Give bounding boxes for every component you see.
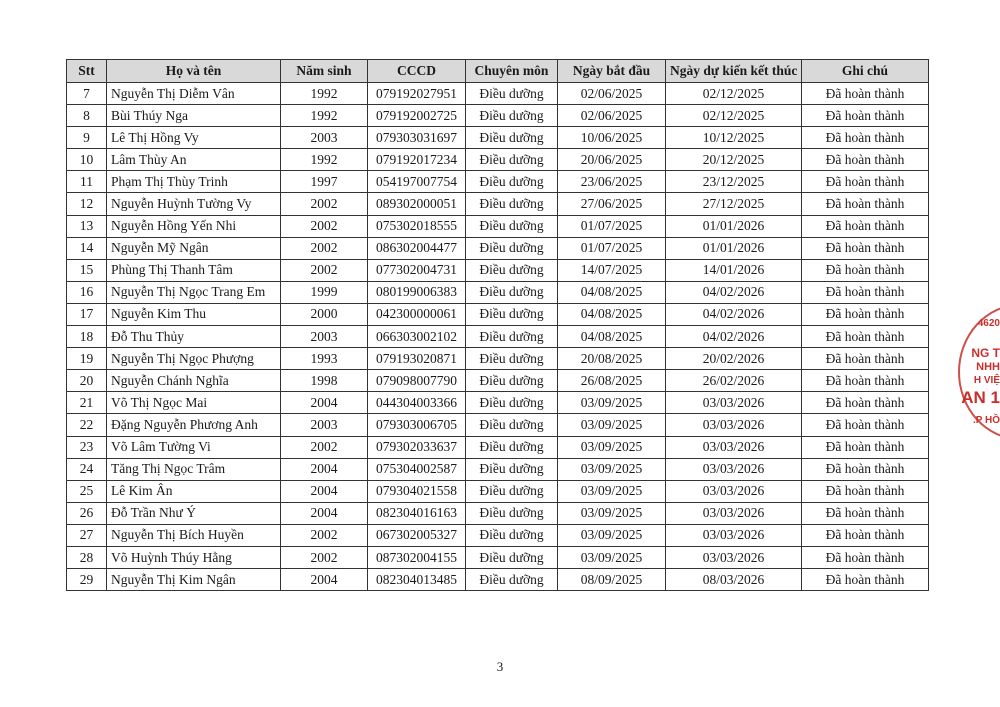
cell-end-date: 26/02/2026 (666, 370, 802, 392)
cell-start-date: 03/09/2025 (558, 524, 666, 546)
cell-id-number: 079192017234 (368, 149, 466, 171)
cell-end-date: 02/12/2025 (666, 83, 802, 105)
header-birth-year: Năm sinh (281, 60, 368, 83)
cell-id-number: 089302000051 (368, 193, 466, 215)
cell-specialty: Điều dưỡng (466, 569, 558, 591)
cell-start-date: 03/09/2025 (558, 392, 666, 414)
cell-end-date: 01/01/2026 (666, 237, 802, 259)
cell-note: Đã hoàn thành (802, 171, 929, 193)
cell-name: Bùi Thúy Nga (107, 105, 281, 127)
cell-start-date: 03/09/2025 (558, 546, 666, 568)
cell-note: Đã hoàn thành (802, 281, 929, 303)
cell-start-date: 04/08/2025 (558, 303, 666, 325)
cell-stt: 8 (67, 105, 107, 127)
cell-note: Đã hoàn thành (802, 303, 929, 325)
cell-birth-year: 1997 (281, 171, 368, 193)
cell-stt: 17 (67, 303, 107, 325)
cell-stt: 18 (67, 326, 107, 348)
cell-birth-year: 2002 (281, 546, 368, 568)
cell-name: Nguyễn Hồng Yến Nhi (107, 215, 281, 237)
cell-start-date: 23/06/2025 (558, 171, 666, 193)
cell-name: Nguyễn Chánh Nghĩa (107, 370, 281, 392)
cell-stt: 14 (67, 237, 107, 259)
cell-birth-year: 2003 (281, 414, 368, 436)
cell-end-date: 03/03/2026 (666, 546, 802, 568)
cell-id-number: 086302004477 (368, 237, 466, 259)
cell-id-number: 079302033637 (368, 436, 466, 458)
cell-name: Võ Thị Ngọc Mai (107, 392, 281, 414)
table-row (67, 215, 929, 237)
table-row (67, 83, 929, 105)
cell-name: Lê Kim Ân (107, 480, 281, 502)
cell-note: Đã hoàn thành (802, 524, 929, 546)
header-start-date: Ngày bắt đầu (558, 60, 666, 83)
cell-end-date: 20/12/2025 (666, 149, 802, 171)
cell-name: Đặng Nguyễn Phương Anh (107, 414, 281, 436)
cell-specialty: Điều dưỡng (466, 237, 558, 259)
cell-end-date: 03/03/2026 (666, 436, 802, 458)
cell-name: Lâm Thùy An (107, 149, 281, 171)
cell-note: Đã hoàn thành (802, 105, 929, 127)
cell-birth-year: 2003 (281, 127, 368, 149)
staff-roster-table (66, 59, 929, 591)
cell-end-date: 03/03/2026 (666, 502, 802, 524)
cell-specialty: Điều dưỡng (466, 193, 558, 215)
header-id-number: CCCD (368, 60, 466, 83)
cell-id-number: 042300000061 (368, 303, 466, 325)
cell-birth-year: 2002 (281, 215, 368, 237)
cell-stt: 28 (67, 546, 107, 568)
cell-stt: 24 (67, 458, 107, 480)
cell-specialty: Điều dưỡng (466, 215, 558, 237)
cell-id-number: 079192027951 (368, 83, 466, 105)
cell-start-date: 03/09/2025 (558, 436, 666, 458)
cell-stt: 26 (67, 502, 107, 524)
cell-stt: 29 (67, 569, 107, 591)
cell-birth-year: 2002 (281, 259, 368, 281)
table-row (67, 105, 929, 127)
cell-note: Đã hoàn thành (802, 259, 929, 281)
cell-birth-year: 2004 (281, 502, 368, 524)
header-end-date: Ngày dự kiến kết thúc (666, 60, 802, 83)
cell-id-number: 079193020871 (368, 348, 466, 370)
cell-birth-year: 2002 (281, 436, 368, 458)
cell-note: Đã hoàn thành (802, 83, 929, 105)
cell-name: Võ Huỳnh Thúy Hằng (107, 546, 281, 568)
cell-birth-year: 2004 (281, 458, 368, 480)
cell-end-date: 23/12/2025 (666, 171, 802, 193)
cell-start-date: 01/07/2025 (558, 237, 666, 259)
cell-specialty: Điều dưỡng (466, 502, 558, 524)
cell-stt: 15 (67, 259, 107, 281)
cell-name: Phạm Thị Thùy Trinh (107, 171, 281, 193)
cell-note: Đã hoàn thành (802, 326, 929, 348)
cell-stt: 19 (67, 348, 107, 370)
cell-note: Đã hoàn thành (802, 392, 929, 414)
table-row (67, 193, 929, 215)
cell-birth-year: 1999 (281, 281, 368, 303)
cell-id-number: 080199006383 (368, 281, 466, 303)
cell-end-date: 04/02/2026 (666, 281, 802, 303)
cell-start-date: 08/09/2025 (558, 569, 666, 591)
cell-id-number: 079304021558 (368, 480, 466, 502)
cell-id-number: 077302004731 (368, 259, 466, 281)
table-row (67, 127, 929, 149)
table-row (67, 370, 929, 392)
cell-name: Nguyễn Kim Thu (107, 303, 281, 325)
cell-birth-year: 1992 (281, 105, 368, 127)
header-stt: Stt (67, 60, 107, 83)
cell-id-number: 082304016163 (368, 502, 466, 524)
cell-stt: 20 (67, 370, 107, 392)
cell-note: Đã hoàn thành (802, 436, 929, 458)
seal-text-1: 4620 (977, 318, 1000, 329)
cell-start-date: 04/08/2025 (558, 281, 666, 303)
cell-name: Phùng Thị Thanh Tâm (107, 259, 281, 281)
cell-specialty: Điều dưỡng (466, 436, 558, 458)
cell-end-date: 10/12/2025 (666, 127, 802, 149)
cell-end-date: 27/12/2025 (666, 193, 802, 215)
cell-start-date: 02/06/2025 (558, 83, 666, 105)
cell-note: Đã hoàn thành (802, 458, 929, 480)
cell-start-date: 01/07/2025 (558, 215, 666, 237)
cell-start-date: 14/07/2025 (558, 259, 666, 281)
cell-start-date: 02/06/2025 (558, 105, 666, 127)
cell-id-number: 087302004155 (368, 546, 466, 568)
cell-name: Nguyễn Thị Bích Huyền (107, 524, 281, 546)
cell-id-number: 075302018555 (368, 215, 466, 237)
red-seal-stamp (950, 300, 1000, 440)
cell-specialty: Điều dưỡng (466, 524, 558, 546)
table-row (67, 436, 929, 458)
cell-specialty: Điều dưỡng (466, 281, 558, 303)
cell-note: Đã hoàn thành (802, 370, 929, 392)
cell-note: Đã hoàn thành (802, 193, 929, 215)
cell-name: Lê Thị Hồng Vy (107, 127, 281, 149)
cell-end-date: 14/01/2026 (666, 259, 802, 281)
cell-id-number: 066303002102 (368, 326, 466, 348)
table-row (67, 281, 929, 303)
cell-stt: 23 (67, 436, 107, 458)
cell-note: Đã hoàn thành (802, 149, 929, 171)
cell-note: Đã hoàn thành (802, 546, 929, 568)
cell-start-date: 04/08/2025 (558, 326, 666, 348)
cell-name: Nguyễn Thị Diễm Vân (107, 83, 281, 105)
cell-end-date: 20/02/2026 (666, 348, 802, 370)
table-row (67, 326, 929, 348)
cell-stt: 13 (67, 215, 107, 237)
seal-text-2: NG T (971, 346, 1000, 360)
table-row (67, 149, 929, 171)
cell-id-number: 082304013485 (368, 569, 466, 591)
cell-id-number: 079303006705 (368, 414, 466, 436)
seal-text-6: .P HỒ (972, 415, 1000, 426)
cell-name: Tăng Thị Ngọc Trâm (107, 458, 281, 480)
cell-stt: 11 (67, 171, 107, 193)
table-row (67, 303, 929, 325)
cell-name: Đỗ Thu Thủy (107, 326, 281, 348)
cell-specialty: Điều dưỡng (466, 303, 558, 325)
cell-specialty: Điều dưỡng (466, 348, 558, 370)
cell-note: Đã hoàn thành (802, 237, 929, 259)
cell-start-date: 03/09/2025 (558, 480, 666, 502)
cell-start-date: 27/06/2025 (558, 193, 666, 215)
seal-text-4: H VIỆ (973, 375, 1000, 386)
cell-start-date: 26/08/2025 (558, 370, 666, 392)
cell-birth-year: 2002 (281, 193, 368, 215)
cell-id-number: 075304002587 (368, 458, 466, 480)
cell-id-number: 079192002725 (368, 105, 466, 127)
table-row (67, 414, 929, 436)
cell-end-date: 03/03/2026 (666, 458, 802, 480)
cell-birth-year: 1998 (281, 370, 368, 392)
cell-start-date: 03/09/2025 (558, 458, 666, 480)
cell-name: Nguyễn Thị Ngọc Trang Em (107, 281, 281, 303)
cell-note: Đã hoàn thành (802, 127, 929, 149)
cell-specialty: Điều dưỡng (466, 259, 558, 281)
cell-birth-year: 2004 (281, 569, 368, 591)
header-name: Họ và tên (107, 60, 281, 83)
cell-id-number: 067302005327 (368, 524, 466, 546)
cell-start-date: 10/06/2025 (558, 127, 666, 149)
cell-birth-year: 2002 (281, 524, 368, 546)
cell-specialty: Điều dưỡng (466, 370, 558, 392)
cell-start-date: 20/08/2025 (558, 348, 666, 370)
cell-birth-year: 2002 (281, 237, 368, 259)
cell-name: Nguyễn Thị Ngọc Phượng (107, 348, 281, 370)
cell-specialty: Điều dưỡng (466, 392, 558, 414)
cell-stt: 16 (67, 281, 107, 303)
cell-birth-year: 2000 (281, 303, 368, 325)
cell-end-date: 02/12/2025 (666, 105, 802, 127)
cell-specialty: Điều dưỡng (466, 480, 558, 502)
page-number: 3 (496, 659, 504, 674)
cell-stt: 21 (67, 392, 107, 414)
cell-birth-year: 1992 (281, 149, 368, 171)
cell-specialty: Điều dưỡng (466, 83, 558, 105)
cell-name: Đỗ Trần Như Ý (107, 502, 281, 524)
cell-stt: 25 (67, 480, 107, 502)
cell-note: Đã hoàn thành (802, 502, 929, 524)
table-row (67, 259, 929, 281)
seal-text-5: AN 1 (961, 388, 1000, 407)
table-row (67, 348, 929, 370)
cell-note: Đã hoàn thành (802, 480, 929, 502)
cell-name: Nguyễn Huỳnh Tường Vy (107, 193, 281, 215)
cell-name: Nguyễn Mỹ Ngân (107, 237, 281, 259)
header-specialty: Chuyên môn (466, 60, 558, 83)
cell-end-date: 03/03/2026 (666, 414, 802, 436)
table-row (67, 458, 929, 480)
cell-end-date: 01/01/2026 (666, 215, 802, 237)
cell-id-number: 044304003366 (368, 392, 466, 414)
cell-id-number: 079303031697 (368, 127, 466, 149)
cell-end-date: 03/03/2026 (666, 524, 802, 546)
cell-note: Đã hoàn thành (802, 348, 929, 370)
cell-start-date: 20/06/2025 (558, 149, 666, 171)
cell-specialty: Điều dưỡng (466, 414, 558, 436)
table-row (67, 392, 929, 414)
table-body (67, 83, 929, 591)
cell-specialty: Điều dưỡng (466, 458, 558, 480)
table-row (67, 524, 929, 546)
cell-birth-year: 1993 (281, 348, 368, 370)
cell-note: Đã hoàn thành (802, 215, 929, 237)
cell-birth-year: 2004 (281, 480, 368, 502)
cell-stt: 10 (67, 149, 107, 171)
cell-id-number: 054197007754 (368, 171, 466, 193)
table-row (67, 171, 929, 193)
cell-stt: 12 (67, 193, 107, 215)
cell-end-date: 04/02/2026 (666, 326, 802, 348)
cell-specialty: Điều dưỡng (466, 171, 558, 193)
cell-specialty: Điều dưỡng (466, 127, 558, 149)
cell-specialty: Điều dưỡng (466, 149, 558, 171)
cell-start-date: 03/09/2025 (558, 414, 666, 436)
cell-birth-year: 1992 (281, 83, 368, 105)
table-row (67, 569, 929, 591)
cell-end-date: 03/03/2026 (666, 392, 802, 414)
cell-stt: 22 (67, 414, 107, 436)
seal-text-3: NHH (976, 361, 1000, 373)
table-row (67, 480, 929, 502)
cell-note: Đã hoàn thành (802, 569, 929, 591)
cell-name: Nguyễn Thị Kim Ngân (107, 569, 281, 591)
cell-name: Võ Lâm Tường Vi (107, 436, 281, 458)
cell-stt: 27 (67, 524, 107, 546)
cell-birth-year: 2004 (281, 392, 368, 414)
cell-note: Đã hoàn thành (802, 414, 929, 436)
cell-start-date: 03/09/2025 (558, 502, 666, 524)
cell-end-date: 08/03/2026 (666, 569, 802, 591)
table-header-row (67, 60, 929, 83)
cell-specialty: Điều dưỡng (466, 546, 558, 568)
table-row (67, 237, 929, 259)
cell-birth-year: 2003 (281, 326, 368, 348)
cell-stt: 7 (67, 83, 107, 105)
cell-specialty: Điều dưỡng (466, 105, 558, 127)
header-note: Ghi chú (802, 60, 929, 83)
cell-specialty: Điều dưỡng (466, 326, 558, 348)
cell-id-number: 079098007790 (368, 370, 466, 392)
cell-stt: 9 (67, 127, 107, 149)
cell-end-date: 04/02/2026 (666, 303, 802, 325)
table-row (67, 502, 929, 524)
table-row (67, 546, 929, 568)
cell-end-date: 03/03/2026 (666, 480, 802, 502)
